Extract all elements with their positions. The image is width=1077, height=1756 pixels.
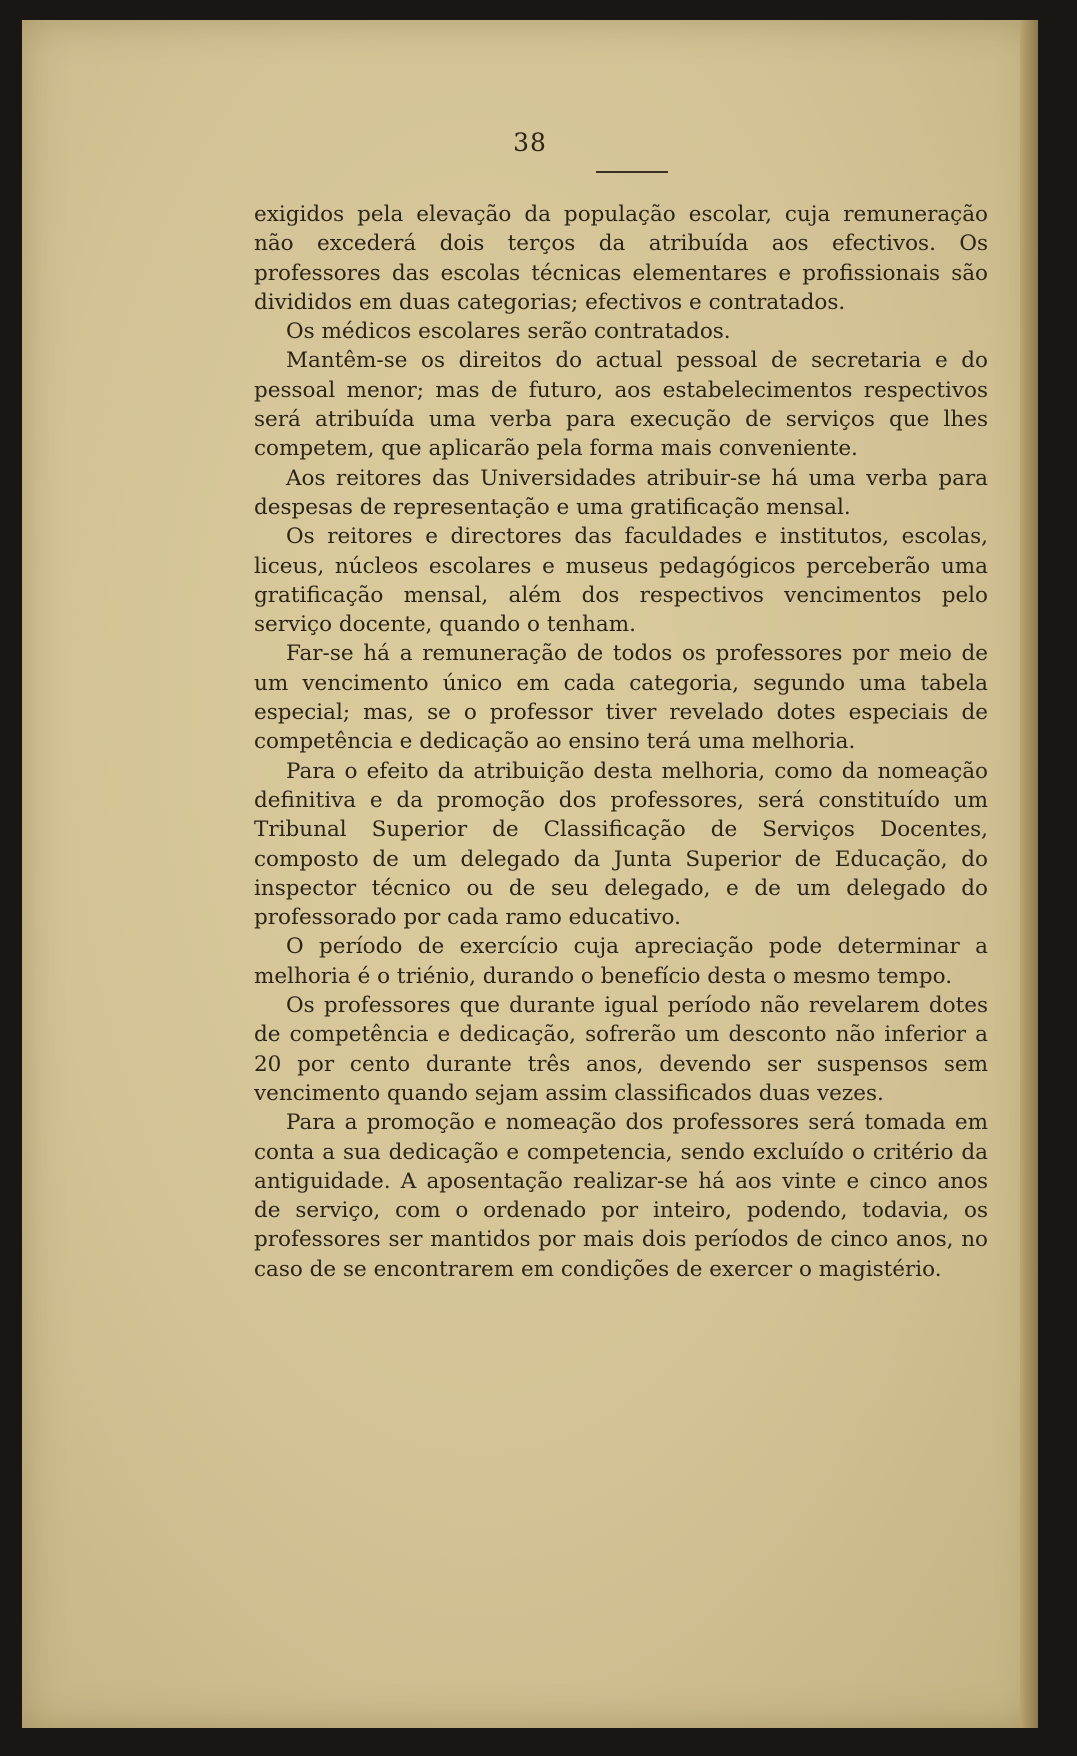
body-text [254,200,988,1284]
paragraph: Os professores que durante igual período não revelarem dotes de competência e dedicação, sofrerão um desconto não inferior a 20 por cento durante três anos, devendo ser suspensos sem vencimento quando sejam assim classificados duas vezes. [254,993,988,1106]
paragraph: Far-se há a remuneração de todos os professores por meio de um vencimento único em cada categoria, segundo uma tabela especial; mas, se o professor tiver revelado dotes especiais de competência e dedicação ao ensino terá uma melhoria. [254,641,988,755]
paragraph: Os reitores e directores das faculdades e institutos, escolas, liceus, núcleos escolares e museus pedagógicos perceberão uma gratificação mensal, além dos respectivos vencimentos pelo serviço docente, quando o tenham. [254,524,988,638]
paragraph: Para a promoção e nomeação dos professores será tomada em conta a sua dedicação e competencia, sendo excluído o critério da antiguidade. A aposentação realizar-se há aos vinte e cinco anos de serviço, com o ordenado por inteiro, podendo, todavia, os professores ser mantidos por mais dois períodos de cinco anos, no caso de se encontrarem em condições de exercer o magistério. [254,1110,988,1282]
paragraph: exigidos pela elevação da população escolar, cuja remuneração não excederá dois terços da atribuída aos efectivos. Os professores das escolas técnicas elementares e profissionais são divididos em duas categorias; efectivos e contratados. [254,202,988,315]
page-number: 38 [513,128,547,157]
paragraph: O período de exercício cuja apreciação pode determinar a melhoria é o triénio, durando o benefício desta o mesmo tempo. [254,934,988,989]
paragraph: Para o efeito da atribuição desta melhoria, como da nomeação definitiva e da promoção dos professores, será constituído um Tribunal Superior de Classificação de Serviços Docentes, composto de um delegado da Junta Superior de Educação, do inspector técnico ou de seu delegado, e de um delegado do professorado por cada ramo educativo. [254,758,988,931]
paragraph: Aos reitores das Universidades atribuir-se há uma verba para despesas de representação e uma gratificação mensal. [254,465,988,520]
page-number-rule [596,171,668,173]
book-page [22,20,1038,1728]
page-gutter [1020,20,1038,1728]
paragraph: Mantêm-se os direitos do actual pessoal de secretaria e do pessoal menor; mas de futuro, aos estabelecimentos respectivos será atribuída uma verba para execução de serviços que lhes competem, que aplicarão pela forma mais conveniente. [254,348,988,462]
paragraph: Os médicos escolares serão contratados. [286,319,731,345]
